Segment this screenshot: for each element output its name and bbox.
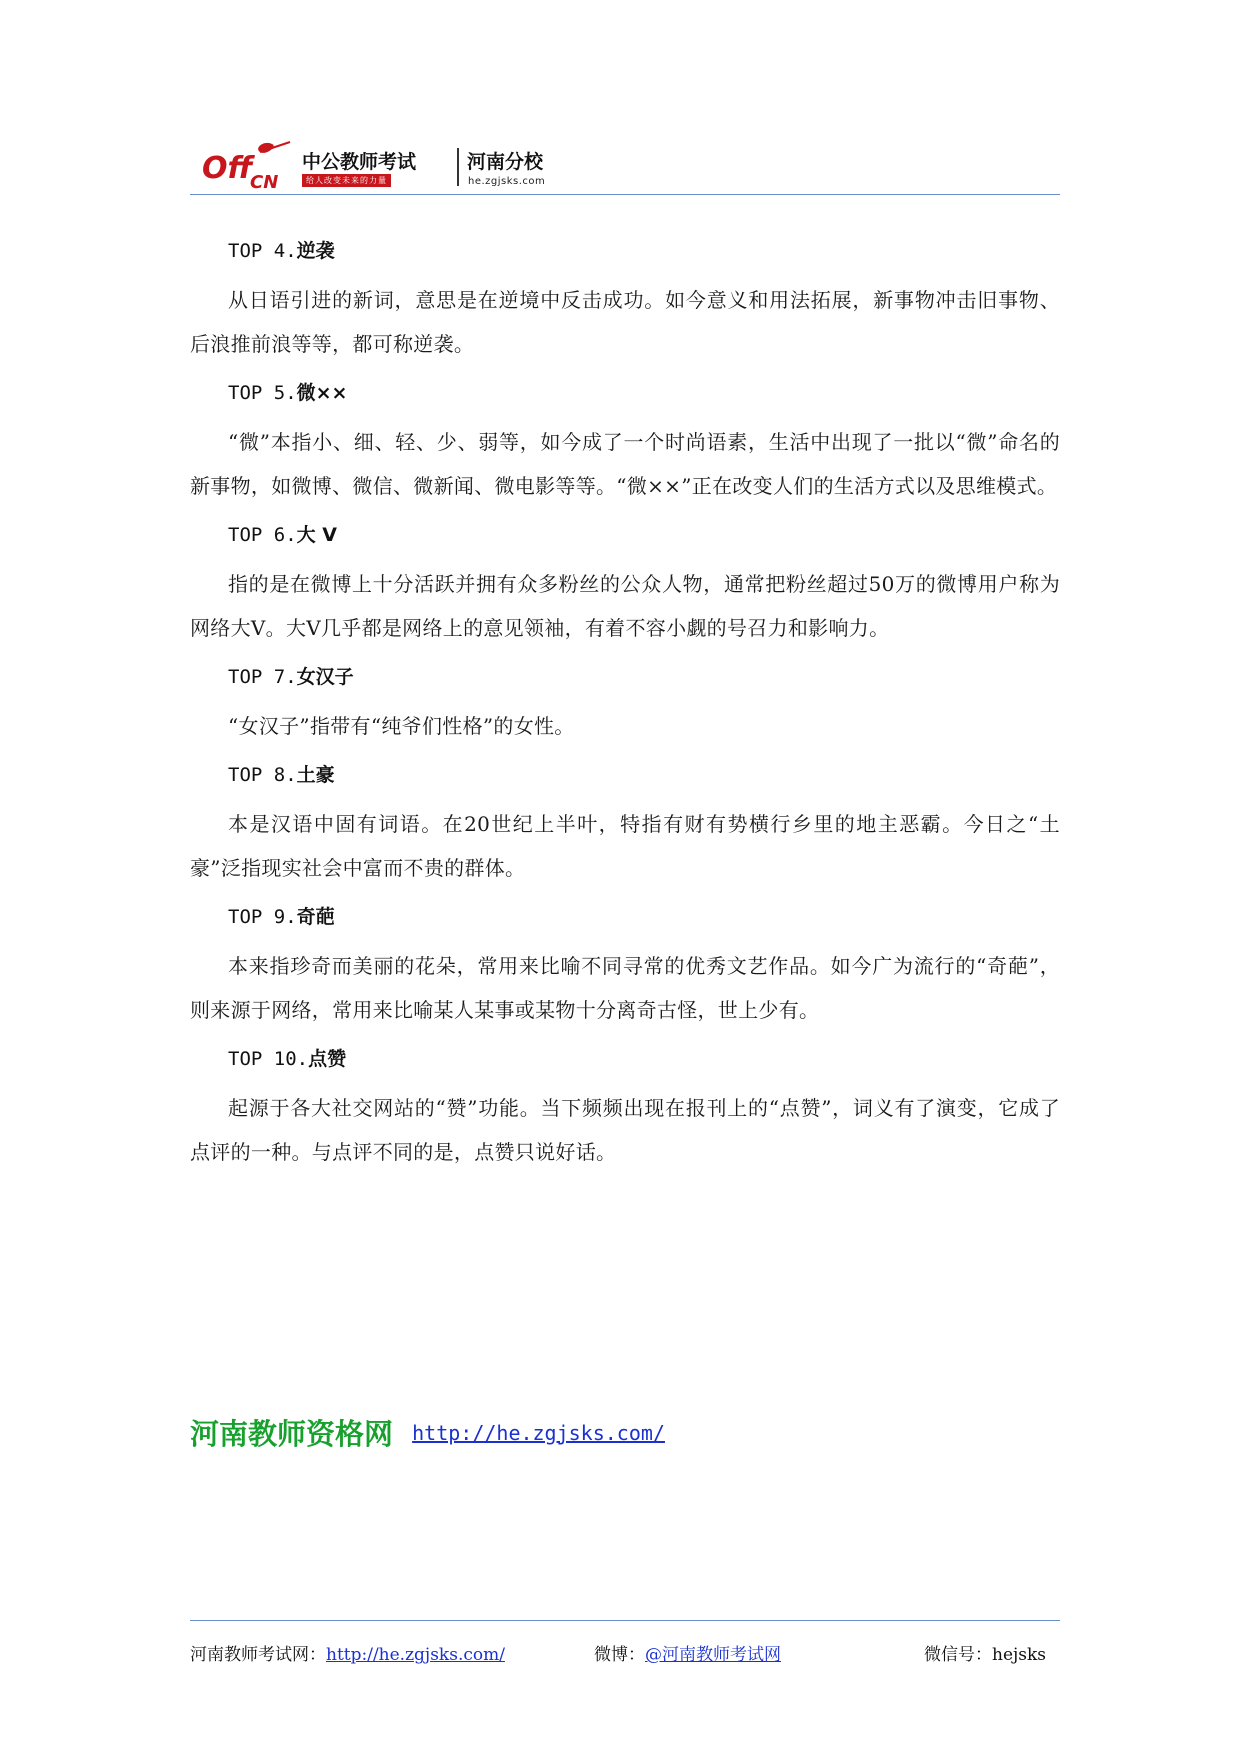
item-rank: TOP 5. <box>228 382 297 404</box>
svg-text:CN: CN <box>250 172 279 193</box>
item-body: 指的是在微博上十分活跃并拥有众多粉丝的公众人物，通常把粉丝超过50万的微博用户称为网络大V。大V几乎都是网络上的意见领袖，有着不容小觑的号召力和影响力。 <box>190 572 1060 640</box>
page-header <box>190 138 1060 198</box>
item-body: “女汉子”指带有“纯爷们性格”的女性。 <box>228 714 575 738</box>
list-item <box>190 520 1060 650</box>
item-body: 本来指珍奇而美丽的花朵，常用来比喻不同寻常的优秀文艺作品。如今广为流行的“奇葩”，则来源于网络，常用来比喻某人某事或某物十分离奇古怪，世上少有。 <box>190 954 1060 1022</box>
item-heading <box>228 760 1060 790</box>
footer-site <box>190 1640 505 1665</box>
footer-site-link[interactable]: http://he.zgjsks.com/ <box>326 1645 505 1665</box>
item-heading <box>228 902 1060 932</box>
footer-wechat-id: hejsks <box>992 1645 1047 1665</box>
svg-text:Off: Off <box>202 151 253 186</box>
header-rule <box>190 194 1060 195</box>
item-title: 逆袭 <box>296 240 335 262</box>
footer-rule <box>190 1620 1060 1621</box>
item-rank: TOP 8. <box>228 764 297 786</box>
item-title: 微×× <box>296 382 348 404</box>
site-url-link[interactable]: http://he.zgjsks.com/ <box>412 1420 665 1445</box>
item-rank: TOP 7. <box>228 666 297 688</box>
item-rank: TOP 4. <box>228 240 297 262</box>
item-heading <box>228 236 1060 266</box>
list-item <box>190 902 1060 1032</box>
item-body: 从日语引进的新词，意思是在逆境中反击成功。如今意义和用法拓展，新事物冲击旧事物、后浪推前浪等等，都可称逆袭。 <box>190 288 1060 356</box>
item-heading <box>228 662 1060 692</box>
branch-name: 河南分校 <box>467 151 544 173</box>
offcn-logo-icon <box>202 138 297 194</box>
item-title: 点赞 <box>308 1048 347 1070</box>
site-name: 河南教师资格网 <box>190 1417 394 1451</box>
item-title: 土豪 <box>296 764 335 786</box>
item-heading <box>228 378 1060 408</box>
footer-site-label: 河南教师考试网： <box>190 1645 326 1665</box>
item-heading <box>228 520 1060 550</box>
footer-weibo-link[interactable]: @河南教师考试网 <box>645 1645 781 1665</box>
item-body: “微”本指小、细、轻、少、弱等，如今成了一个时尚语素，生活中出现了一批以“微”命名的新事物，如微博、微信、微新闻、微电影等等。“微××”正在改变人们的生活方式以及思维模式。 <box>190 430 1060 498</box>
item-body: 本是汉语中固有词语。在20世纪上半叶，特指有财有势横行乡里的地主恶霸。今日之“土豪”泛指现实社会中富而不贵的群体。 <box>190 812 1060 880</box>
item-rank: TOP 6. <box>228 524 297 546</box>
list-item <box>190 378 1060 508</box>
footer-wechat-label: 微信号： <box>924 1645 992 1665</box>
site-promo <box>190 1412 665 1456</box>
header-divider <box>457 148 459 186</box>
article-body <box>190 236 1060 1186</box>
header-domain: he.zgjsks.com <box>468 176 546 187</box>
list-item <box>190 1044 1060 1174</box>
item-title: 大 V <box>296 524 337 546</box>
footer-weibo-label: 微博： <box>594 1645 645 1665</box>
item-rank: TOP 9. <box>228 906 297 928</box>
list-item <box>190 662 1060 748</box>
item-heading <box>228 1044 1060 1074</box>
brand-name: 中公教师考试 <box>302 151 417 173</box>
item-rank: TOP 10. <box>228 1048 309 1070</box>
item-title: 奇葩 <box>296 906 335 928</box>
item-body: 起源于各大社交网站的“赞”功能。当下频频出现在报刊上的“点赞”，词义有了演变，它成了点评的一种。与点评不同的是，点赞只说好话。 <box>190 1096 1060 1164</box>
page-footer <box>190 1640 1060 1670</box>
list-item <box>190 760 1060 890</box>
list-item <box>190 236 1060 366</box>
item-title: 女汉子 <box>296 666 354 688</box>
footer-weibo <box>594 1640 781 1665</box>
footer-wechat <box>924 1640 1046 1665</box>
brand-slogan: 给人改变未来的力量 <box>302 174 391 187</box>
